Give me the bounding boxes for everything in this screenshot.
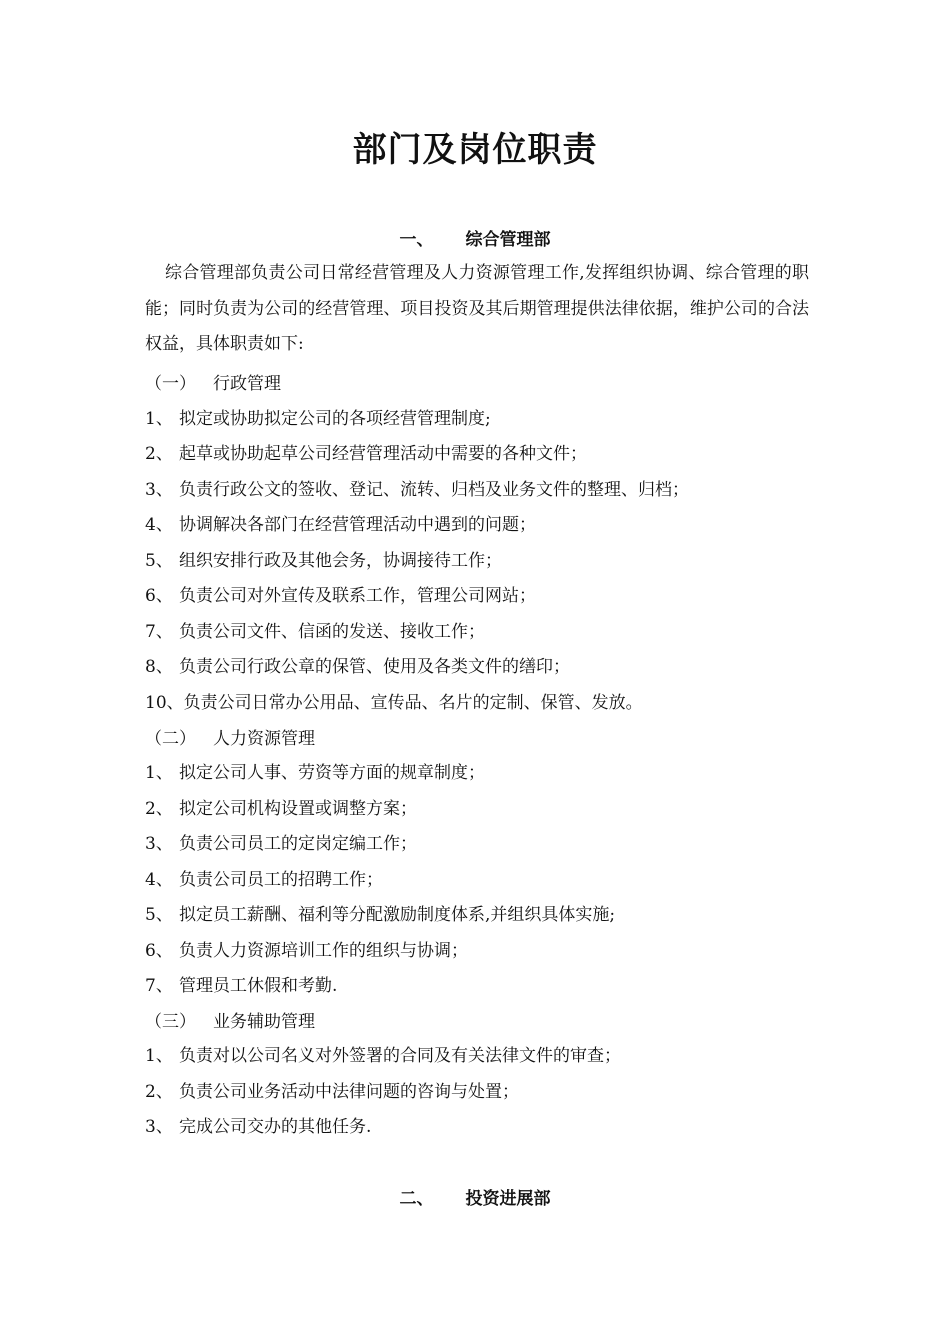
section-heading — [0, 226, 950, 254]
section-title: 综合管理部 — [465, 230, 551, 250]
subsection-heading — [145, 370, 281, 398]
list-item — [145, 653, 570, 681]
list-item — [145, 511, 536, 539]
list-item-number: 5、 — [145, 905, 173, 925]
subsection-heading — [145, 725, 315, 753]
list-item-number: 4、 — [145, 515, 173, 535]
list-item — [145, 866, 383, 894]
list-item — [145, 405, 491, 433]
list-item-number: 2、 — [145, 1082, 173, 1102]
list-item-text: 负责公司业务活动中法律问题的咨询与处置； — [179, 1082, 519, 1102]
subsection-title: 业务辅助管理 — [213, 1012, 315, 1032]
list-item — [145, 937, 468, 965]
list-item — [145, 476, 689, 504]
list-item-number: 3、 — [145, 1117, 173, 1137]
list-item — [145, 901, 615, 929]
section-intro-paragraph: 综合管理部负责公司日常经营管理及人力资源管理工作,发挥组织协调、综合管理的职能；同时负责为公司的经营管理、项目投资及其后期管理提供法律依据，维护公司的合法权益，具体职责如下: — [145, 263, 809, 354]
list-item — [145, 830, 417, 858]
list-item-text: 完成公司交办的其他任务. — [179, 1117, 372, 1137]
list-item — [145, 1113, 371, 1141]
subsection-title: 行政管理 — [213, 374, 281, 394]
list-item-number: 3、 — [145, 480, 173, 500]
list-item-number: 1、 — [145, 409, 173, 429]
list-item-number: 2、 — [145, 444, 173, 464]
subsection-number: （三） — [145, 1012, 196, 1032]
list-item-number: 10、 — [145, 693, 184, 713]
list-item-number: 1、 — [145, 1046, 173, 1066]
list-item — [145, 759, 485, 787]
list-item-text: 负责公司文件、信函的发送、接收工作； — [179, 622, 485, 642]
list-item-text: 负责公司对外宣传及联系工作，管理公司网站； — [179, 586, 536, 606]
subsection-heading — [145, 1008, 315, 1036]
list-item — [145, 440, 587, 468]
list-item — [145, 972, 337, 1000]
section-number: 一、 — [399, 230, 434, 250]
subsection-number: （二） — [145, 729, 196, 749]
list-item-text: 拟定公司机构设置或调整方案； — [179, 799, 417, 819]
list-item-text: 负责公司员工的定岗定编工作； — [179, 834, 417, 854]
list-item — [145, 795, 417, 823]
list-item-text: 负责公司行政公章的保管、使用及各类文件的缮印； — [179, 657, 570, 677]
list-item-text: 管理员工休假和考勤. — [179, 976, 338, 996]
list-item-text: 负责人力资源培训工作的组织与协调； — [179, 941, 468, 961]
list-item-text: 负责对以公司名义对外签署的合同及有关法律文件的审查； — [179, 1046, 621, 1066]
subsection-number: （一） — [145, 374, 196, 394]
list-item — [145, 547, 502, 575]
list-item-text: 拟定员工薪酬、福利等分配激励制度体系,并组织具体实施; — [179, 905, 616, 925]
list-item-text: 负责公司员工的招聘工作； — [179, 870, 383, 890]
list-item-number: 5、 — [145, 551, 173, 571]
list-item — [145, 689, 643, 717]
page-title: 部门及岗位职责 — [352, 130, 598, 170]
list-item-number: 3、 — [145, 834, 173, 854]
list-item — [145, 1042, 621, 1070]
list-item — [145, 618, 485, 646]
list-item-number: 8、 — [145, 657, 173, 677]
list-item-text: 拟定或协助拟定公司的各项经营管理制度; — [179, 409, 491, 429]
list-item-text: 负责行政公文的签收、登记、流转、归档及业务文件的整理、归档； — [179, 480, 689, 500]
list-item-text: 负责公司日常办公用品、宣传品、名片的定制、保管、发放。 — [183, 693, 643, 713]
list-item-text: 协调解决各部门在经营管理活动中遇到的问题； — [179, 515, 536, 535]
list-item-number: 7、 — [145, 976, 173, 996]
list-item-text: 组织安排行政及其他会务，协调接待工作； — [179, 551, 502, 571]
list-item-number: 2、 — [145, 799, 173, 819]
list-item-number: 4、 — [145, 870, 173, 890]
list-item-text: 起草或协助起草公司经营管理活动中需要的各种文件； — [179, 444, 587, 464]
list-item-number: 6、 — [145, 941, 173, 961]
section-heading — [0, 1185, 950, 1213]
list-item-text: 拟定公司人事、劳资等方面的规章制度； — [179, 763, 485, 783]
list-item — [145, 582, 536, 610]
subsection-title: 人力资源管理 — [213, 729, 315, 749]
section-title: 投资进展部 — [465, 1189, 551, 1209]
list-item-number: 7、 — [145, 622, 173, 642]
list-item-number: 6、 — [145, 586, 173, 606]
list-item-number: 1、 — [145, 763, 173, 783]
list-item — [145, 1078, 519, 1106]
section-number: 二、 — [399, 1189, 434, 1209]
